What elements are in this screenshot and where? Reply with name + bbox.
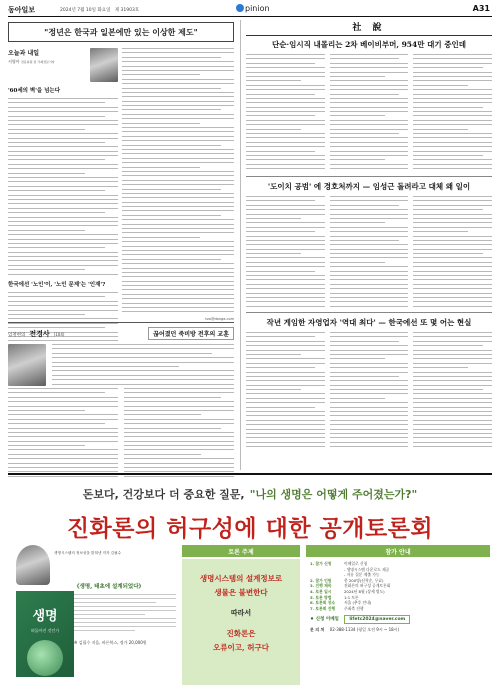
- editorial-body-lines: [413, 332, 492, 450]
- bottom-caption-label: 임철현의: [8, 333, 26, 338]
- article-body-lines: [8, 388, 118, 480]
- info-row-value: 이메일로 신청: [344, 561, 368, 566]
- editorial-body-lines: [413, 196, 492, 308]
- contact-line: [306, 627, 490, 633]
- topic-line-3: 따라서: [230, 608, 252, 617]
- info-row-value: 주최측 진행: [344, 605, 364, 611]
- topic-box: [182, 559, 300, 685]
- ad-headline-1: 돈보다, 건강보다 더 중요한 질문,: [82, 488, 245, 501]
- newspaper-logo: 동아일보: [8, 5, 36, 14]
- section-title: pinion: [236, 4, 270, 13]
- book-info-lines: [74, 594, 176, 638]
- editorial-body-lines: [246, 332, 325, 450]
- article-body-lines: [122, 48, 234, 316]
- info-row-label: 2. 참가 인원: [310, 577, 332, 583]
- left-section-rule: [8, 322, 234, 323]
- column-title: 오늘과 내일: [8, 50, 40, 57]
- ad-main-title: 진화론의 허구성에 대한 공개토론회: [66, 515, 434, 542]
- column-divider: [240, 20, 241, 470]
- topic-line-4: 진화론은: [226, 629, 256, 638]
- article-body-lines: [124, 388, 234, 480]
- book-price: ※ 김필수 지음, 바른북스, 정가 20,000원: [74, 640, 147, 645]
- left-col-b: [122, 48, 234, 321]
- bottom-caption-extra: (104): [53, 332, 65, 337]
- editorial-section: [246, 20, 492, 450]
- editorial-body-lines: [330, 332, 409, 450]
- page-number: A31: [472, 4, 490, 13]
- bottom-left-article: [8, 327, 234, 480]
- book-cover-art: [27, 640, 63, 676]
- info-row-label: 4. 토론 일시: [310, 588, 332, 594]
- article-body-lines: [52, 344, 234, 386]
- ad-headline-2: "나의 생명은 어떻게 주어졌는가?": [249, 488, 418, 501]
- editorial-body-lines: [246, 196, 325, 308]
- info-panel: [306, 545, 490, 685]
- topic-header: 토론 주제: [182, 545, 300, 557]
- opinion-o-icon: [236, 4, 244, 12]
- editorial-label: 社 說: [352, 23, 386, 33]
- author-photo: [16, 545, 50, 585]
- editorial-body-lines: [330, 196, 409, 308]
- editorial-body-lines: [246, 54, 325, 172]
- info-row-value: - 자유 질문 제출 가능: [344, 572, 380, 578]
- info-row-value: 총 200명(선착순, 무료): [344, 577, 384, 583]
- book-info: [74, 582, 176, 646]
- subhead-1: '60세의 벽'을 넘는다: [8, 88, 61, 94]
- article-body-lines: [8, 98, 118, 278]
- left-headline: "정년은 한국과 일본에만 있는 이상한 제도": [44, 26, 198, 37]
- apply-label: ♦ 신청 이메일: [310, 617, 339, 623]
- ad-author-caption: 생명시스템의 정보성을 밝혀낸 저자 김필수: [54, 551, 122, 555]
- subhead-2: 한국에선 '노인'이, '노인 문제'는 '인재'?: [8, 282, 106, 288]
- book-cover: [16, 591, 74, 677]
- editorial-title-3: 작년 게임한 자영업자 '역대 최다' — 한국에선 또 몇 어는 현실: [266, 318, 472, 327]
- editorial-title-2: '도이치 공범' 에 경호처까지 — 임성근 돌려라고 대체 왜 일이: [267, 182, 471, 191]
- info-row-label: 1. 참가 신청: [310, 561, 332, 566]
- left-headline-box: [8, 22, 234, 42]
- issue-date: 2024년 7월 10일 화요일 제 31903호: [60, 8, 140, 13]
- info-row: [310, 606, 490, 612]
- columnist-photo: [8, 344, 46, 386]
- info-row-label: 5. 토론 방법: [310, 594, 332, 600]
- topic-line-2: 생물은 불변한다: [214, 588, 268, 597]
- ad-top-rule: [8, 473, 492, 475]
- info-rows: [306, 561, 490, 611]
- editorial-body-lines: [330, 54, 409, 172]
- info-header: 참가 안내: [306, 545, 490, 557]
- left-credit: lsw@donga.com: [205, 317, 234, 321]
- bottom-caption-name: 전경사: [29, 329, 50, 338]
- editorial-body-lines: [413, 54, 492, 172]
- info-row-label: 7. 토론회 진행: [310, 605, 336, 611]
- topic-line-1: 생명시스템의 설계정보로: [199, 574, 283, 583]
- author-role: 전문위원 겸 국제전문기자: [20, 60, 55, 64]
- info-row-value: 서울 (추후 안내): [344, 600, 372, 606]
- apply-line: [306, 615, 490, 624]
- apply-email[interactable]: lifetc2024@naver.com: [344, 615, 410, 624]
- info-row-value: 2024년 8월 (상세 별도): [344, 588, 385, 594]
- book-info-title: 《생명, 태초에 설계되었다》: [74, 584, 145, 590]
- info-row-value: 진화론의 허구성 공개토론회: [344, 583, 391, 589]
- author-name: 서영아: [8, 59, 20, 64]
- info-row-label: 6. 토론회 장소: [310, 600, 336, 606]
- book-cover-title: 생명: [32, 609, 58, 624]
- contact-label: 문 의 처: [310, 627, 325, 633]
- header-rule: [8, 16, 492, 17]
- topic-panel: [182, 545, 300, 685]
- info-row-value: 1:1 토론: [344, 594, 359, 600]
- contact-value: 02-388-1134 (평일 오전 9시 ~ 18시): [329, 627, 400, 633]
- info-row-label: 3. 진행 제목: [310, 583, 332, 589]
- bottom-article-title: 끊어졌던 죽비방 전후의 교훈: [148, 327, 234, 340]
- topic-line-5: 오류이고, 허구다: [213, 643, 269, 652]
- left-col-a: [8, 48, 118, 344]
- book-cover-subtitle: 떠돌아진 것인가: [30, 628, 60, 633]
- author-photo: [90, 48, 118, 82]
- ad-headline: [10, 483, 490, 502]
- editorial-title-1: 단순·임시직 내몰리는 2차 베이비부머, 954만 대기 중인데: [272, 40, 466, 49]
- info-row-value: - 생명시스템 다운로드 제공: [344, 566, 390, 572]
